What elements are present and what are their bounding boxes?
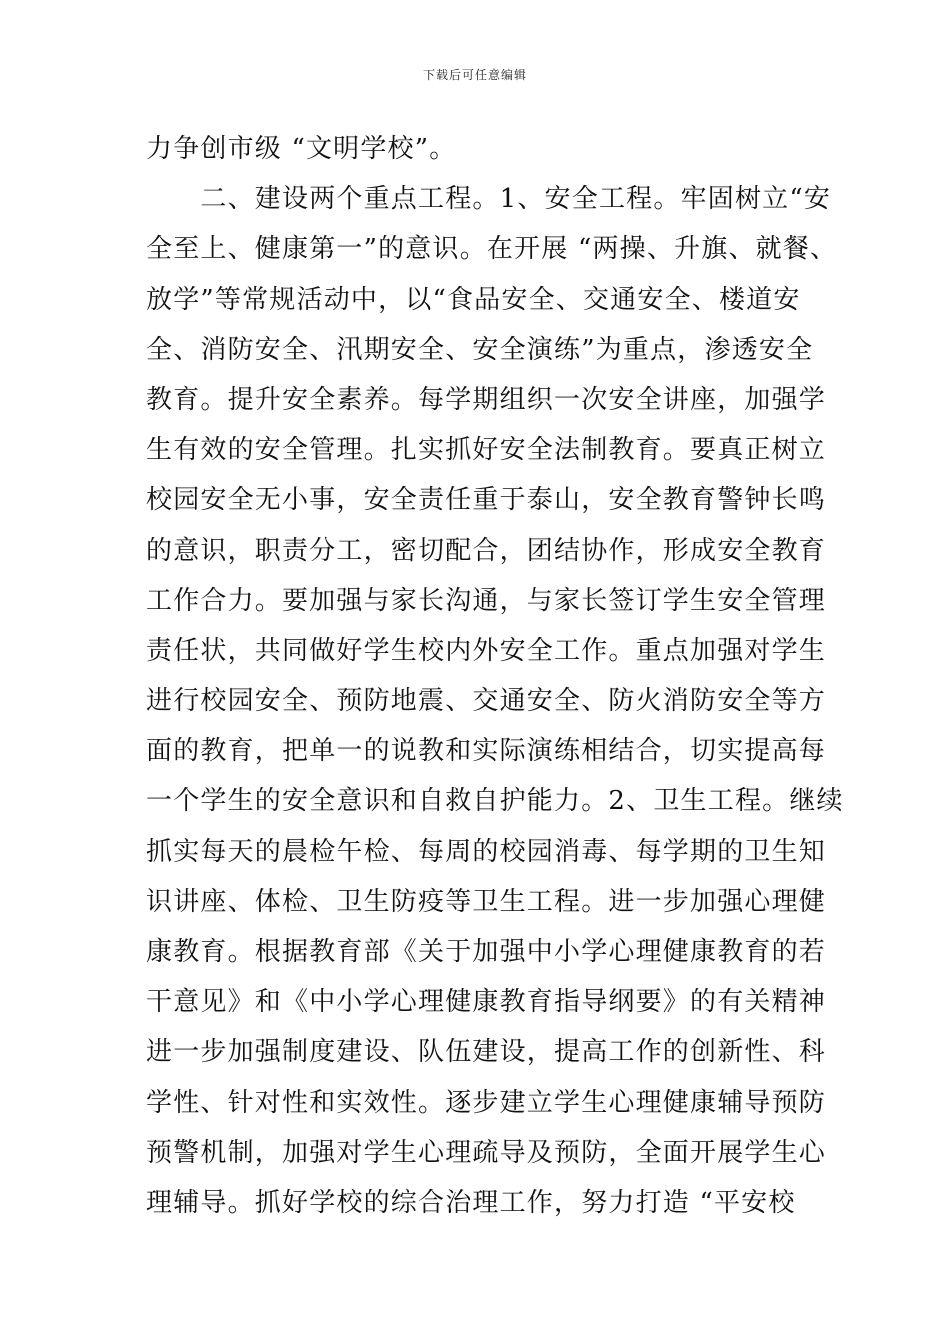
text-line: 校园安全无小事，安全责任重于泰山，安全教育警钟长鸣 [146, 485, 827, 516]
text-line: 放学”等常规活动中，以“食品安全、交通安全、楼道安 [146, 284, 801, 315]
text-line: 二、建设两个重点工程。1、安全工程。牢固树立“安 [146, 184, 832, 215]
text-line: 理辅导。抓好学校的综合治理工作，努力打造 “平安校 [146, 1187, 796, 1218]
text-line: 力争创市级 “文明学校”。 [146, 134, 457, 164]
text-line: 干意见》和《中小学心理健康教育指导纲要》的有关精神 [146, 987, 827, 1018]
text-line: 全、消防安全、汛期安全、安全演练”为重点，渗透安全 [146, 334, 814, 365]
text-line: 抓实每天的晨检午检、每周的校园消毒、每学期的卫生知 [146, 836, 827, 867]
text-line: 进一步加强制度建设、队伍建设，提高工作的创新性、科 [146, 1037, 827, 1068]
text-line: 生有效的安全管理。扎实抓好安全法制教育。要真正树立 [146, 435, 827, 466]
page-header-note: 下载后可任意编辑 [422, 68, 527, 82]
text-line: 进行校园安全、预防地震、交通安全、防火消防安全等方 [146, 686, 827, 717]
text-line: 识讲座、体检、卫生防疫等卫生工程。进一步加强心理健 [146, 886, 827, 917]
text-line: 康教育。根据教育部《关于加强中小学心理健康教育的若 [146, 937, 827, 967]
text-line: 教育。提升安全素养。每学期组织一次安全讲座，加强学 [146, 384, 827, 415]
body-paragraph [146, 124, 844, 1228]
text-line: 学性、针对性和实效性。逐步建立学生心理健康辅导预防 [146, 1087, 827, 1118]
text-line: 工作合力。要加强与家长沟通，与家长签订学生安全管理 [146, 585, 827, 616]
text-line: 全至上、健康第一”的意识。在开展 “两操、升旗、就餐、 [146, 234, 838, 265]
text-line: 责任状，共同做好学生校内外安全工作。重点加强对学生 [146, 635, 827, 666]
text-line: 的意识，职责分工，密切配合，团结协作，形成安全教育 [146, 535, 827, 566]
text-line: 一个学生的安全意识和自救自护能力。2、卫生工程。继续 [146, 786, 844, 817]
text-line: 面的教育，把单一的说教和实际演练相结合，切实提高每 [146, 736, 827, 767]
text-line: 预警机制，加强对学生心理疏导及预防，全面开展学生心 [146, 1137, 827, 1168]
